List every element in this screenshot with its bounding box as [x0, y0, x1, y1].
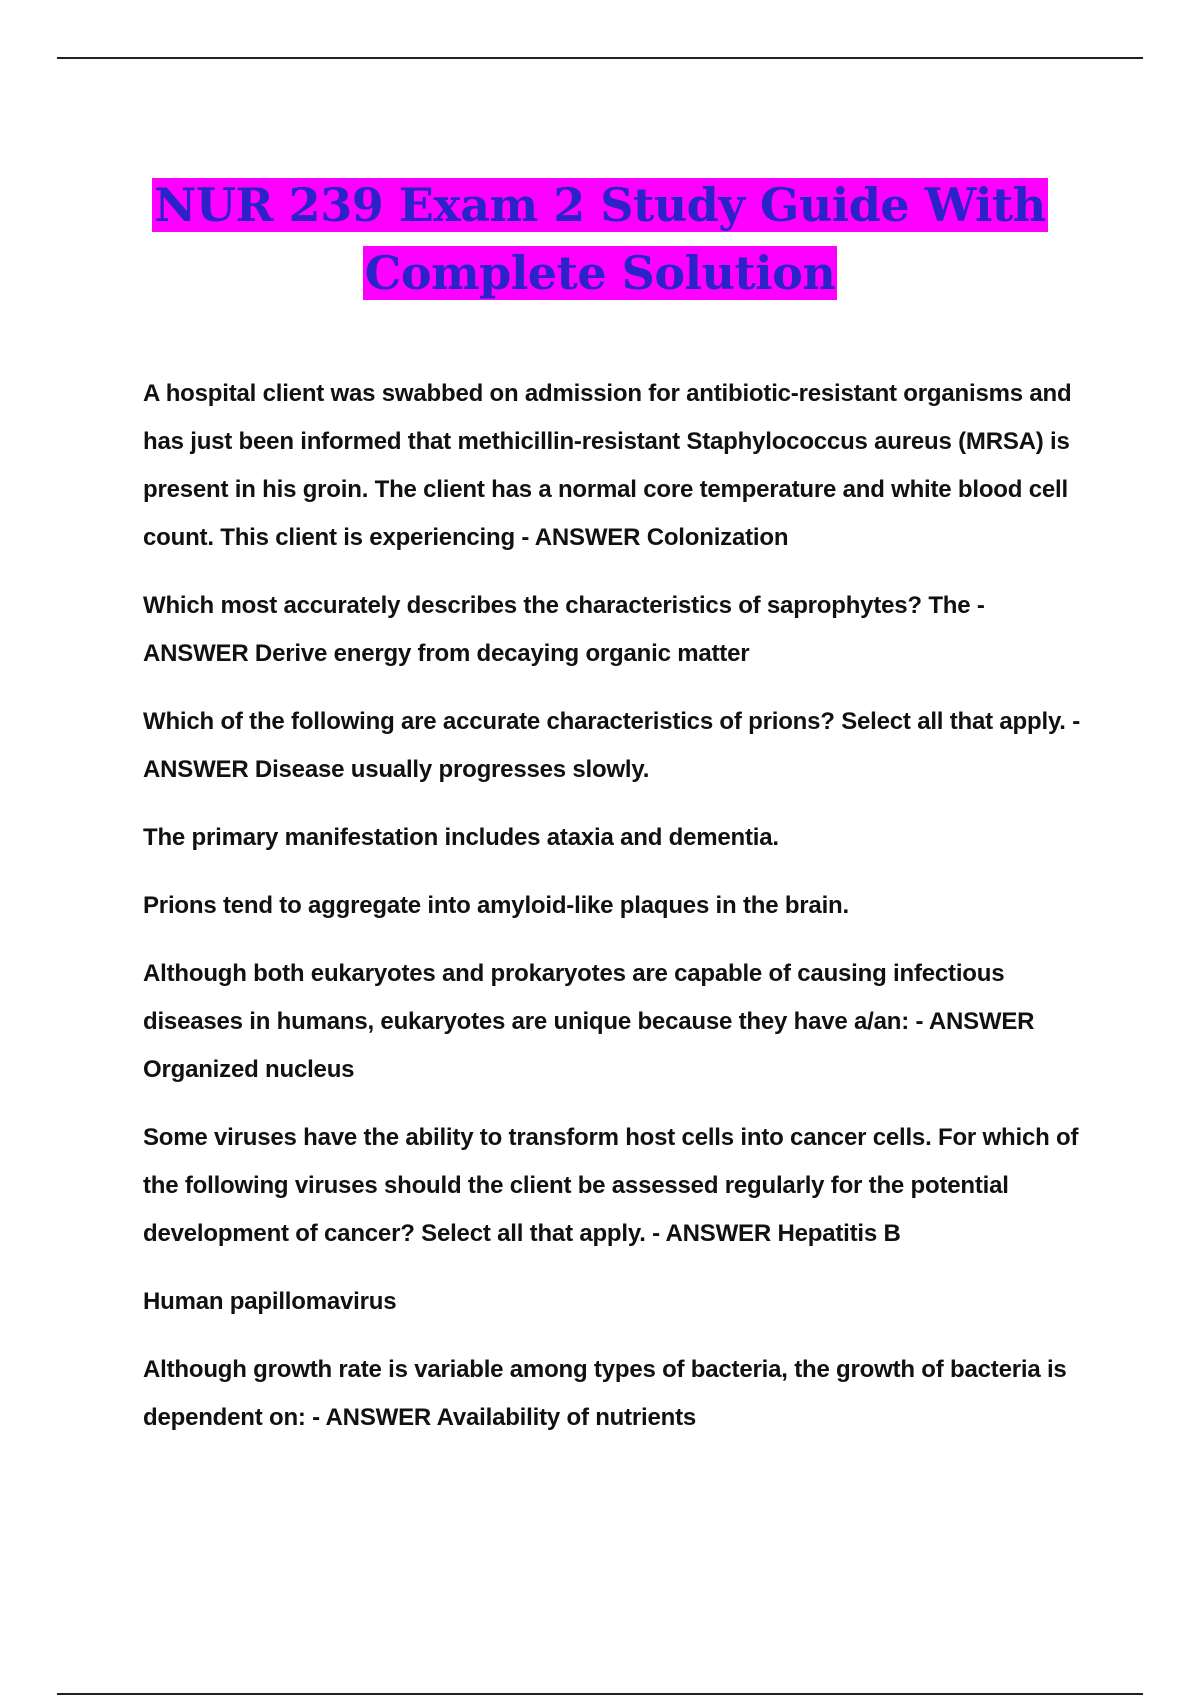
document-title — [100, 171, 1100, 307]
paragraph-9: Although growth rate is variable among types of bacteria, the growth of bacteria is dependent on: - ANSWER Availability of nutrients — [143, 1356, 1067, 1431]
paragraph-8: Human papillomavirus — [143, 1288, 397, 1315]
bottom-rule — [57, 1693, 1143, 1695]
paragraph-3: Which of the following are accurate characteristics of prions? Select all that apply. - ANSWER Disease usually progresses slowly. — [143, 708, 1081, 783]
paragraph-5: Prions tend to aggregate into amyloid-like plaques in the brain. — [143, 892, 849, 919]
document-title-text: NUR 239 Exam 2 Study Guide With Complete Solution — [154, 177, 1046, 300]
paragraph-4: The primary manifestation includes ataxia and dementia. — [143, 824, 779, 851]
paragraph-2: Which most accurately describes the characteristics of saprophytes? The - ANSWER Derive energy from decaying organic matter — [143, 592, 985, 667]
top-rule — [57, 57, 1143, 59]
document-body — [143, 370, 1093, 1462]
paragraph-7: Some viruses have the ability to transform host cells into cancer cells. For which of the following viruses should the client be assessed regularly for the potential development of cancer? Select all that apply. - ANSWER Hepatitis B — [143, 1124, 1079, 1247]
paragraph-6: Although both eukaryotes and prokaryotes are capable of causing infectious diseases in humans, eukaryotes are unique because they have a/an: - ANSWER Organized nucleus — [143, 960, 1035, 1083]
paragraph-1: A hospital client was swabbed on admission for antibiotic-resistant organisms and has just been informed that methicillin-resistant Staphylococcus aureus (MRSA) is present in his groin. The client has a normal core temperature and white blood cell count. This client is experiencing - ANSWER Colonization — [143, 380, 1072, 551]
